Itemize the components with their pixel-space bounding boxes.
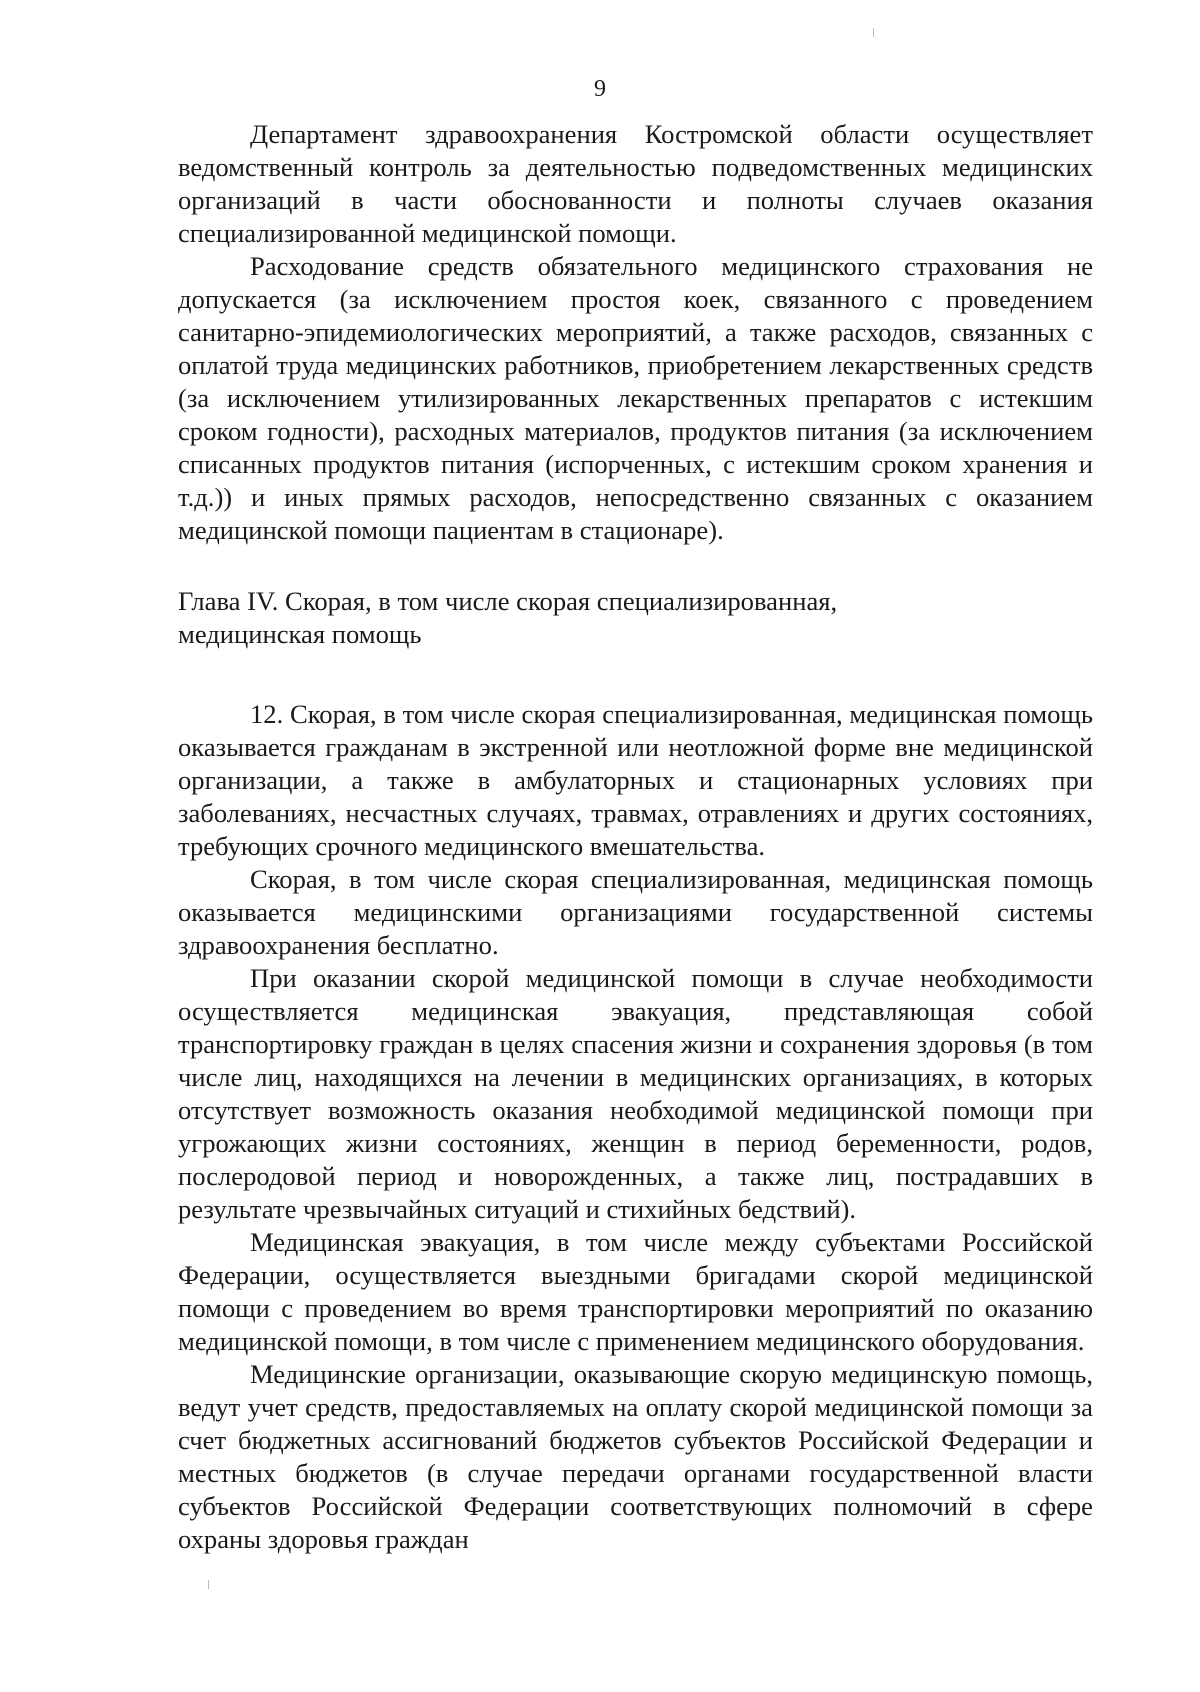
chapter-title — [178, 585, 1093, 651]
page-number: 9 — [594, 76, 606, 102]
chapter-title-line-2: медицинская помощь — [178, 619, 422, 649]
paragraph-department-control: Департамент здравоохранения Костромской области осуществляет ведомственный контроль за деятельностью подведомственных медицинских организаций в части обоснованности и полноты случаев оказания специализированной медицинской помощи. — [178, 119, 1093, 248]
paragraph-item-12: 12. Скорая, в том числе скорая специализированная, медицинская помощь оказывается гражданам в экстренной или неотложной форме вне медицинской организации, а также в амбулаторных и стационарных условиях при заболеваниях, несчастных случаях, травмах, отравлениях и других состояниях, требующих срочного медицинского вмешательства. — [178, 699, 1093, 861]
paragraph-evacuation-between-regions: Медицинская эвакуация, в том числе между субъектами Российской Федерации, осуществляется выездными бригадами скорой медицинской помощи с проведением во время транспортировки мероприятий по оказанию медицинской помощи, в том числе с применением медицинского оборудования. — [178, 1227, 1093, 1356]
paragraph-medical-evacuation: При оказании скорой медицинской помощи в случае необходимости осуществляется медицинская эвакуация, представляющая собой транспортировку граждан в целях спасения жизни и сохранения здоровья (в том числе лиц, находящихся на лечении в медицинских организациях, в которых отсутствует возможность оказания необходимой медицинской помощи при угрожающих жизни состояниях, женщин в период беременности, родов, послеродовой период и новорожденных, а также лиц, пострадавших в результате чрезвычайных ситуаций и стихийных бедствий). — [178, 963, 1093, 1224]
scan-speck-top — [873, 28, 874, 37]
document-body — [178, 118, 1093, 1556]
paragraph-oms-spending: Расходование средств обязательного медицинского страхования не допускается (за исключением простоя коек, связанного с проведением санитарно-эпидемиологических мероприятий, а также расходов, связанных с оплатой труда медицинских работников, приобретением лекарственных средств (за исключением утилизированных лекарственных препаратов с истекшим сроком годности), расходных материалов, продуктов питания (за исключением списанных продуктов питания (испорченных, с истекшим сроком хранения и т.д.)) и иных прямых расходов, непосредственно связанных с оказанием медицинской помощи пациентам в стационаре). — [178, 251, 1093, 545]
scan-speck-bottom — [208, 1580, 209, 1589]
paragraph-free-of-charge: Скорая, в том числе скорая специализированная, медицинская помощь оказывается медицинскими организациями государственной системы здравоохранения бесплатно. — [178, 864, 1093, 960]
chapter-title-line-1: Глава IV. Скорая, в том числе скорая специализированная, — [178, 586, 838, 616]
paragraph-funds-accounting: Медицинские организации, оказывающие скорую медицинскую помощь, ведут учет средств, предоставляемых на оплату скорой медицинской помощи за счет бюджетных ассигнований бюджетов субъектов Российской Федерации и местных бюджетов (в случае передачи органами государственной власти субъектов Российской Федерации соответствующих полномочий в сфере охраны здоровья граждан — [178, 1359, 1093, 1554]
